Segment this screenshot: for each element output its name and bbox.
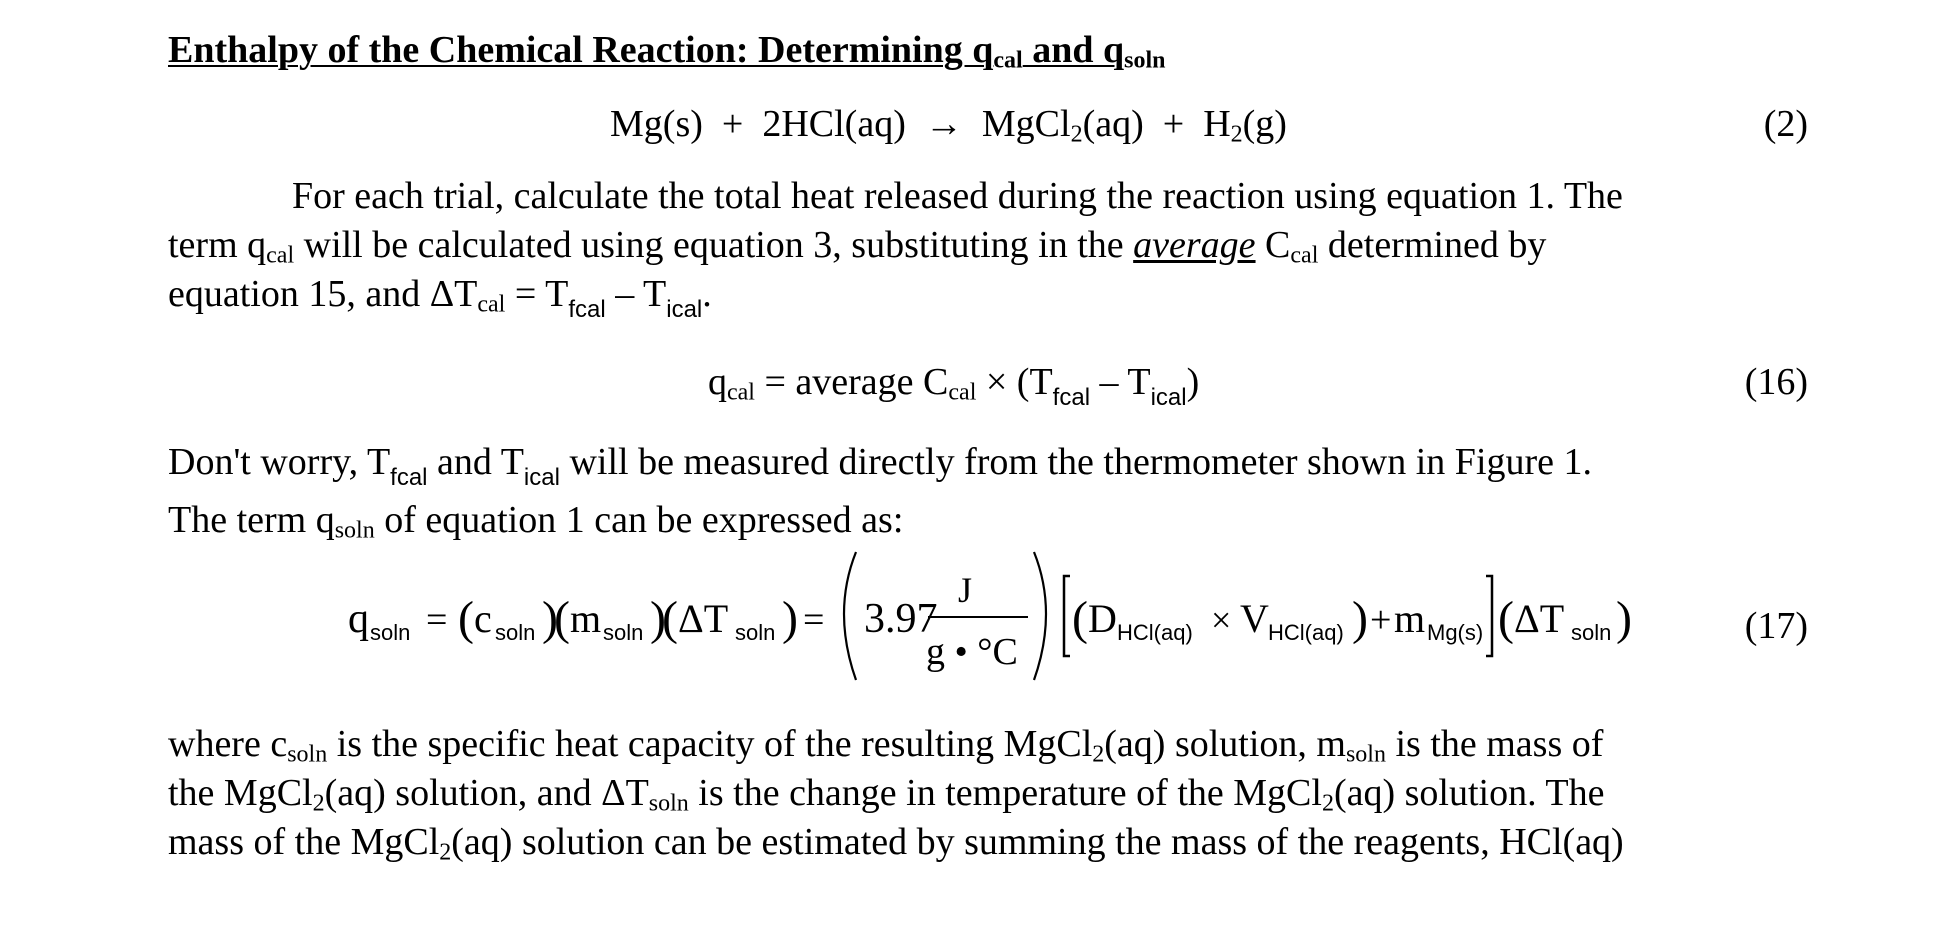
p3-l2-a: the MgCl <box>168 772 313 814</box>
p2-l1-tf-f: f <box>390 463 397 491</box>
eq17-q: q <box>348 596 369 642</box>
p1-l3-c: – T <box>605 273 667 315</box>
eq16-minus: – T <box>1090 361 1151 403</box>
p1-l3-d: . <box>702 273 712 315</box>
p3-l2-sub: 2 <box>312 790 325 817</box>
eq2-reactant-hcl: 2HCl(aq) <box>762 103 906 145</box>
p1-l3-tf <box>568 296 605 323</box>
p2-line-1 <box>168 438 1808 496</box>
p1-l3-ti-i: i <box>666 295 672 323</box>
p3-l1-c: (aq) solution, m <box>1104 723 1346 765</box>
eq16-ti <box>1151 384 1187 411</box>
p2-l2-sub: soln <box>334 517 375 544</box>
p2-l1-b: and T <box>427 441 524 483</box>
p1-l3-ti-cal: cal <box>671 295 703 323</box>
eq16-q: q <box>708 361 727 403</box>
eq17-delta-t-2-sub: soln <box>1571 620 1612 645</box>
p2-l1-c: will be measured directly from the thermometer shown in Figure 1. <box>559 441 1593 483</box>
p3-line-3 <box>168 818 1808 867</box>
eq17-paren-close-2: ) <box>650 592 666 645</box>
eq17-paren-open-5: ( <box>1498 592 1514 645</box>
document-page <box>168 0 1808 948</box>
eq17-m-mg-sub: Mg(s) <box>1427 620 1484 645</box>
eq16-ti-cal: cal <box>1155 383 1187 411</box>
p3-l2-sub3: 2 <box>1321 790 1334 817</box>
eq17-paren-close-4: ) <box>1352 592 1368 645</box>
p1-l2-sub2: cal <box>1290 242 1319 269</box>
p1-l2-c: C <box>1255 224 1291 266</box>
eq17-v: V <box>1240 596 1269 641</box>
p3-l3-b: (aq) solution can be estimated by summing the mass of the reagents, HCl(aq) <box>451 821 1624 863</box>
p3-l2-sub2: soln <box>648 790 689 817</box>
p3-line-1 <box>168 720 1808 769</box>
p1-line-3 <box>168 270 1808 323</box>
eq17-q-sub: soln <box>370 620 411 645</box>
eq2-product-h: H <box>1203 103 1231 145</box>
eq2-product-g: (g) <box>1242 103 1287 145</box>
p3-l1-sub3: soln <box>1345 741 1386 768</box>
equation-16-number: (16) <box>1744 361 1808 403</box>
eq17-times: × <box>1211 600 1232 640</box>
paragraph-3 <box>168 720 1808 867</box>
eq17-big-paren-left <box>844 552 856 680</box>
p3-l1-d: is the mass of <box>1385 723 1604 765</box>
eq17-equals-2: = <box>803 599 825 641</box>
eq17-num-j: J <box>958 570 973 610</box>
eq16-times: × (T <box>976 361 1053 403</box>
heading-text: Enthalpy of the Chemical Reaction: Determining q <box>168 29 994 71</box>
eq17-bracket-right <box>1486 576 1492 656</box>
eq17-c: c <box>474 596 492 641</box>
p3-line-2 <box>168 769 1808 818</box>
equation-17-number: (17) <box>1744 605 1808 647</box>
eq17-delta-t-2: ΔT <box>1514 596 1565 641</box>
p3-l1-sub2: 2 <box>1092 741 1105 768</box>
eq17-m-sub: soln <box>603 620 644 645</box>
eq17-c-sub: soln <box>495 620 536 645</box>
p2-l1-ti <box>524 464 560 491</box>
heading-sub-cal: cal <box>993 47 1023 74</box>
eq16-q-sub: cal <box>727 379 755 406</box>
eq2-product-mgcl: MgCl <box>981 103 1071 145</box>
eq2-plus: + <box>721 103 744 145</box>
eq17-delta-t: ΔT <box>678 596 729 641</box>
p1-l3-sub: cal <box>477 291 506 318</box>
eq17-bracket-left <box>1064 576 1070 656</box>
p1-l3-tf-cal: cal <box>575 295 606 323</box>
eq17-m-mg: m <box>1394 596 1426 641</box>
equation-16 <box>708 360 1199 412</box>
eq16-ti-i: i <box>1150 383 1156 411</box>
eq17-delta-t-sub: soln <box>735 620 776 645</box>
p3-l1-sub: soln <box>287 741 328 768</box>
eq17-paren-open-1: ( <box>458 592 474 645</box>
equation-2 <box>610 102 1287 148</box>
p3-l1-b: is the specific heat capacity of the resulting MgCl <box>327 723 1093 765</box>
p1-l3-tf-f: f <box>568 295 575 323</box>
p3-l3-sub: 2 <box>439 839 452 866</box>
eq16-tf-f: f <box>1052 383 1060 411</box>
eq17-d-sub: HCl(aq) <box>1117 620 1193 645</box>
eq17-plus: + <box>1370 599 1392 641</box>
p1-l3-b: = T <box>505 273 569 315</box>
p1-l3-ti <box>666 296 702 323</box>
eq17-d: D <box>1088 596 1117 641</box>
p1-l2-a: term q <box>168 224 267 266</box>
eq17-v-sub: HCl(aq) <box>1268 620 1344 645</box>
eq2-reactant-mg: Mg(s) <box>610 103 703 145</box>
p2-l2-b: of equation 1 can be expressed as: <box>374 499 904 541</box>
p2-l1-tf <box>390 464 427 491</box>
p2-line-2 <box>168 496 1808 545</box>
eq16-tf <box>1053 384 1090 411</box>
p2-l2-a: The term q <box>168 499 335 541</box>
p1-l3-a: equation 15, and ΔT <box>168 273 478 315</box>
emphasis-average: average <box>1133 224 1256 266</box>
p1-l2-sub: cal <box>266 242 295 269</box>
p3-l2-b: (aq) solution, and ΔT <box>324 772 649 814</box>
p1-l2-b: will be calculated using equation 3, substituting in the <box>294 224 1134 266</box>
eq17-paren-close-5: ) <box>1616 592 1632 645</box>
heading-sub-soln: soln <box>1124 47 1166 74</box>
eq17-equals-1: = <box>426 599 448 641</box>
eq17-paren-open-2: ( <box>554 592 570 645</box>
paragraph-1 <box>168 172 1808 323</box>
p1-line-1-text: For each trial, calculate the total heat released during the reaction using equation 1. The <box>292 175 1623 217</box>
eq2-arrow: → <box>924 103 963 145</box>
p2-l1-ti-i: i <box>523 463 530 491</box>
eq16-tf-cal: cal <box>1059 383 1091 411</box>
p2-l1-a: Don't worry, T <box>168 441 391 483</box>
eq17-big-paren-right <box>1034 552 1046 680</box>
eq16-equals: = average C <box>754 361 949 403</box>
equation-2-number: (2) <box>1763 103 1808 145</box>
paragraph-2 <box>168 438 1808 545</box>
p1-l2-d: determined by <box>1318 224 1547 266</box>
p3-l1-a: where c <box>168 723 288 765</box>
eq2-sub-2: 2 <box>1070 121 1083 148</box>
eq17-paren-open-3: ( <box>662 592 678 645</box>
eq16-close: ) <box>1186 361 1200 403</box>
eq16-c-sub: cal <box>948 379 977 406</box>
p1-line-1 <box>168 172 1808 221</box>
equation-17 <box>348 540 1648 690</box>
eq17-paren-open-4: ( <box>1072 592 1088 645</box>
p2-l1-tf-cal: cal <box>396 463 428 491</box>
p3-l3-a: mass of the MgCl <box>168 821 440 863</box>
eq17-paren-close-3: ) <box>782 592 798 645</box>
eq17-value: 3.97 <box>864 596 938 642</box>
p1-line-2 <box>168 221 1808 270</box>
eq2-plus-2: + <box>1162 103 1185 145</box>
section-heading <box>168 28 1165 74</box>
p3-l2-d: (aq) solution. The <box>1333 772 1605 814</box>
eq17-m: m <box>570 596 602 641</box>
eq2-product-aq: (aq) <box>1082 103 1144 145</box>
heading-text-mid: and q <box>1022 29 1125 71</box>
eq17-den: g • °C <box>926 631 1018 673</box>
p3-l2-c: is the change in temperature of the MgCl <box>688 772 1322 814</box>
eq17-paren-close-1: ) <box>542 592 558 645</box>
eq2-sub-h2: 2 <box>1230 121 1243 148</box>
p2-l1-ti-cal: cal <box>529 463 560 491</box>
